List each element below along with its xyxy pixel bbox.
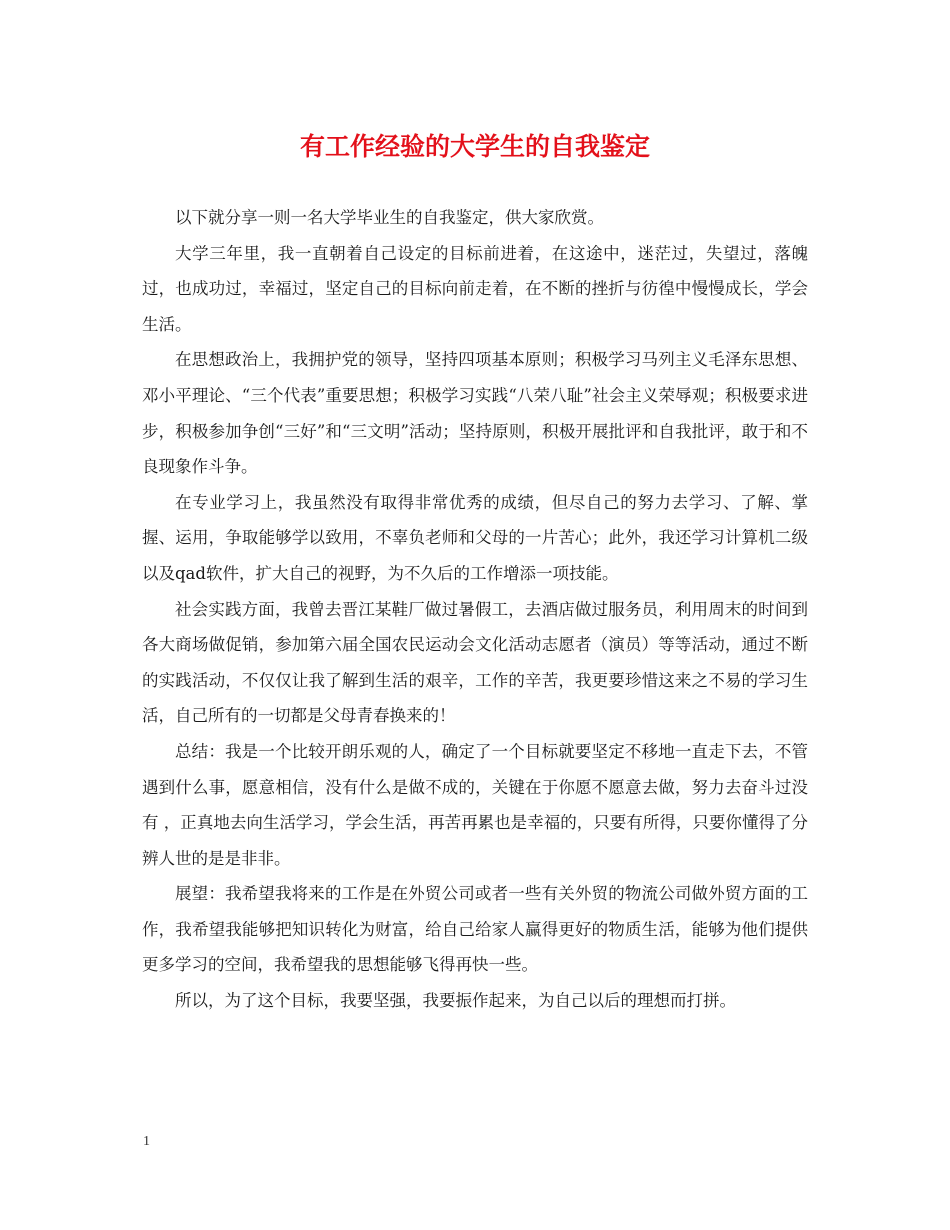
document-body xyxy=(142,200,808,1019)
paragraph-conclusion: 所以，为了这个目标，我要坚强，我要振作起来，为自己以后的理想而打拼。 xyxy=(175,991,736,1011)
paragraph-summary: 总结：我是一个比较开朗乐观的人，确定了一个目标就要坚定不移地一直走下去，不管遇到什么事，愿意相信，没有什么是做不成的，关键在于你愿不愿意去做，努力去奋斗过没有 ，正真地去向生活学习，学会生活，再苦再累也是幸福的，只要有所得，只要你懂得了分辨人世的是是非非。 xyxy=(142,741,808,868)
paragraph-intro: 以下就分享一则一名大学毕业生的自我鉴定，供大家欣赏。 xyxy=(175,208,604,227)
page-number: 1 xyxy=(143,1134,150,1149)
paragraph-university-years: 大学三年里，我一直朝着自己设定的目标前进着，在这途中，迷茫过，失望过，落魄过，也成功过，幸福过，坚定自己的目标向前走着，在不断的挫折与彷徨中慢慢成长，学会生活。 xyxy=(142,243,808,334)
document-title: 有工作经验的大学生的自我鉴定 xyxy=(299,132,650,161)
paragraph-outlook: 展望：我希望我将来的工作是在外贸公司或者一些有关外贸的物流公司做外贸方面的工作，我希望我能够把知识转化为财富，给自己给家人赢得更好的物质生活，能够为他们提供更多学习的空间，我希望我的思想能够飞得再快一些。 xyxy=(142,884,808,975)
paragraph-political-thought: 在思想政治上，我拥护党的领导，坚持四项基本原则；积极学习马列主义毛泽东思想、邓小平理论、“三个代表”重要思想；积极学习实践“八荣八耻”社会主义荣辱观；积极要求进步，积极参加争创“三好”和“三文明”活动；坚持原则，积极开展批评和自我批评，敢于和不良现象作斗争。 xyxy=(142,350,808,477)
paragraph-social-practice: 社会实践方面，我曾去晋江某鞋厂做过暑假工，去酒店做过服务员，利用周末的时间到各大商场做促销，参加第六届全国农民运动会文化活动志愿者（演员）等等活动，通过不断的实践活动，不仅仅让我了解到生活的艰辛，工作的辛苦，我更要珍惜这来之不易的学习生活，自己所有的一切都是父母青春换来的！ xyxy=(142,599,808,726)
paragraph-professional-study: 在专业学习上，我虽然没有取得非常优秀的成绩，但尽自己的努力去学习、了解、掌握、运用，争取能够学以致用，不辜负老师和父母的一片苦心；此外，我还学习计算机二级以及qad软件，扩大自己的视野，为不久后的工作增添一项技能。 xyxy=(142,492,808,583)
